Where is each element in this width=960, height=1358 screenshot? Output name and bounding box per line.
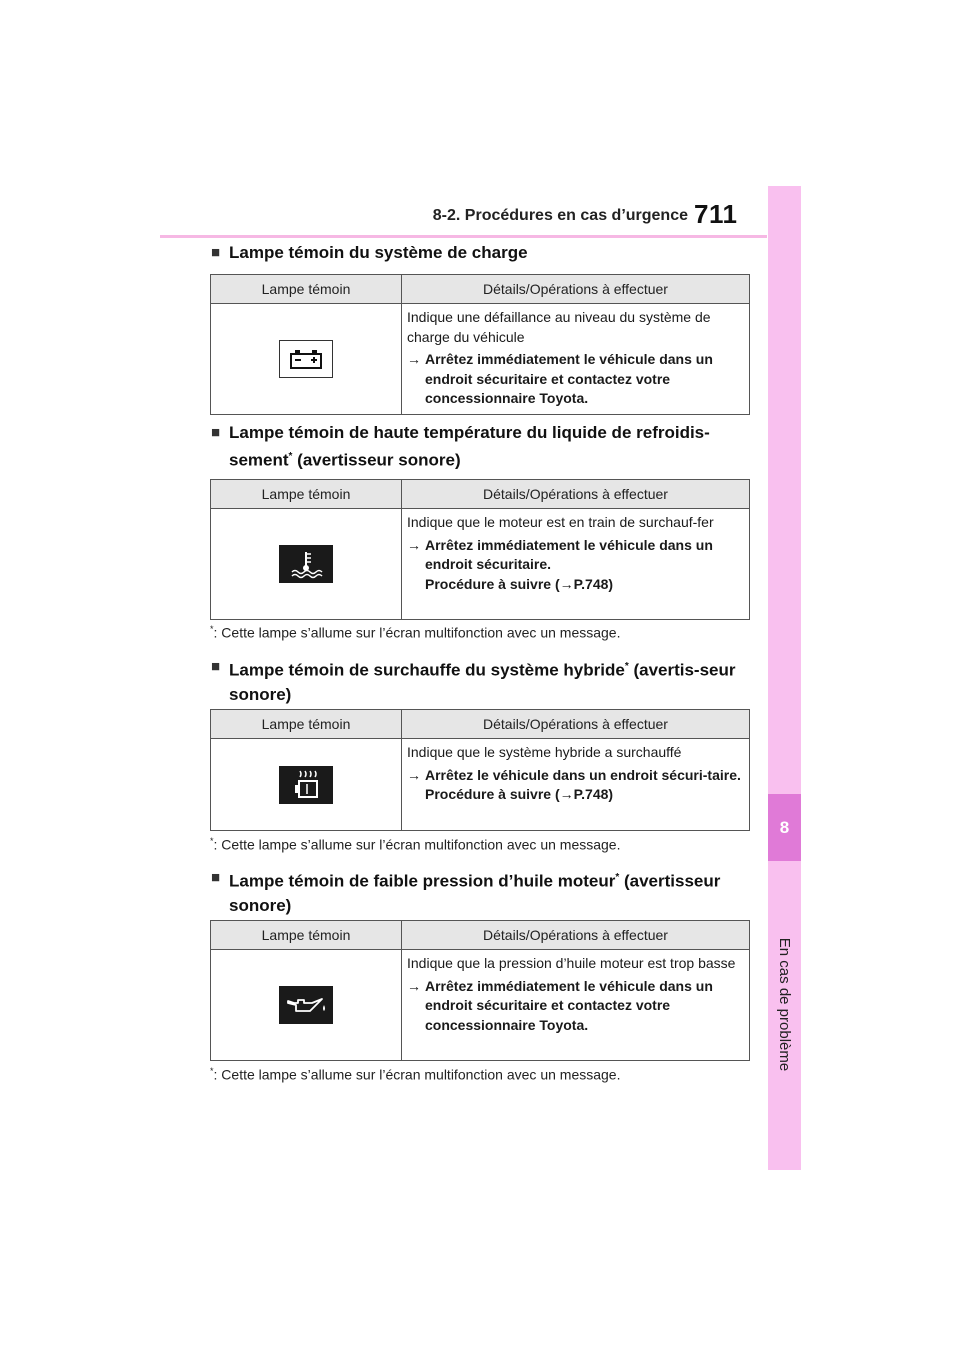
footnote-text: : Cette lampe s’allume sur l’écran multifonction avec un message.: [213, 624, 621, 641]
column-header-details: Détails/Opérations à effectuer: [483, 716, 668, 732]
arrow-icon: →: [407, 536, 421, 553]
section-heading-oil-pressure: [211, 866, 751, 918]
heading-text: Lampe témoin de haute température du liquide de refroidis-sement: [229, 423, 710, 470]
chapter-number-box: [768, 794, 801, 861]
footnote-text: : Cette lampe s’allume sur l’écran multifonction avec un message.: [213, 1066, 621, 1083]
column-header-details: Détails/Opérations à effectuer: [483, 486, 668, 502]
square-bullet-icon: ■: [211, 658, 221, 675]
section-title: 8-2. Procédures en cas d’urgence: [432, 207, 688, 224]
header-rule: [160, 235, 767, 238]
column-header-details: Détails/Opérations à effectuer: [483, 927, 668, 943]
square-bullet-icon: ■: [211, 869, 221, 886]
chapter-label-box: [768, 864, 801, 1144]
footnote-text: : Cette lampe s’allume sur l’écran multifonction avec un message.: [213, 836, 621, 853]
action-text: Arrêtez immédiatement le véhicule dans un endroit sécuritaire et contactez votre concessionnaire Toyota.: [425, 351, 713, 406]
procedure-reference-link[interactable]: Procédure à suivre (→P.748): [425, 786, 614, 802]
warning-table-coolant: [210, 479, 750, 620]
footnote-marker: *: [210, 1066, 214, 1076]
footnote: [210, 1066, 620, 1083]
description-text: Indique une défaillance au niveau du système de charge du véhicule: [407, 309, 711, 345]
square-bullet-icon: ■: [211, 244, 221, 261]
coolant-temperature-icon: [279, 545, 333, 583]
warning-table-charging: [210, 274, 750, 415]
column-header-details: Détails/Opérations à effectuer: [483, 281, 668, 297]
footnote-marker: *: [624, 661, 629, 672]
oil-pressure-icon: [279, 986, 333, 1024]
chapter-number: 8: [779, 817, 790, 837]
column-header-lamp: Lampe témoin: [211, 710, 402, 738]
heading-text: Lampe témoin de surchauffe du système hybride: [229, 660, 625, 680]
heading-text: Lampe témoin de faible pression d’huile moteur: [229, 871, 616, 891]
chapter-label: En cas de problème: [776, 937, 794, 1071]
description-text: Indique que le moteur est en train de surchauf-fer: [407, 514, 714, 530]
battery-icon: [279, 340, 333, 378]
arrow-icon: →: [407, 766, 421, 783]
section-heading-coolant: [211, 421, 751, 473]
column-header-lamp: Lampe témoin: [211, 480, 402, 508]
section-heading-charging: [211, 241, 751, 265]
section-heading-hybrid-overheat: [211, 655, 751, 707]
footnote-marker: *: [615, 872, 620, 883]
heading-text-suffix: (avertisseur sonore): [292, 450, 461, 470]
heading-text-suffix: (avertis-seur sonore): [229, 660, 736, 704]
procedure-reference-link[interactable]: Procédure à suivre (→P.748): [425, 575, 614, 592]
arrow-icon: →: [407, 977, 421, 994]
hybrid-system-overheat-icon: [279, 766, 333, 804]
heading-text-suffix: (avertisseur sonore): [229, 871, 721, 915]
warning-table-hybrid-overheat: [210, 709, 750, 831]
page-number: 711: [694, 199, 738, 229]
footnote: [210, 624, 620, 641]
footnote-marker: *: [210, 836, 214, 846]
arrow-icon: →: [407, 351, 421, 367]
footnote-marker: *: [288, 451, 293, 462]
column-header-lamp: Lampe témoin: [211, 275, 402, 303]
action-text: Arrêtez immédiatement le véhicule dans un endroit sécuritaire.: [425, 536, 713, 572]
footnote-marker: *: [210, 624, 214, 634]
action-text: Arrêtez immédiatement le véhicule dans un endroit sécuritaire et contactez votre concessionnaire Toyota.: [425, 977, 713, 1033]
square-bullet-icon: ■: [211, 424, 221, 441]
warning-table-oil-pressure: [210, 920, 750, 1061]
column-header-lamp: Lampe témoin: [211, 921, 402, 949]
footnote: [210, 836, 620, 853]
heading-text: Lampe témoin du système de charge: [229, 243, 528, 262]
action-text: Arrêtez le véhicule dans un endroit sécuri-taire.: [425, 766, 741, 783]
description-text: Indique que le système hybride a surchauffé: [407, 744, 682, 760]
description-text: Indique que la pression d’huile moteur est trop basse: [407, 955, 736, 971]
